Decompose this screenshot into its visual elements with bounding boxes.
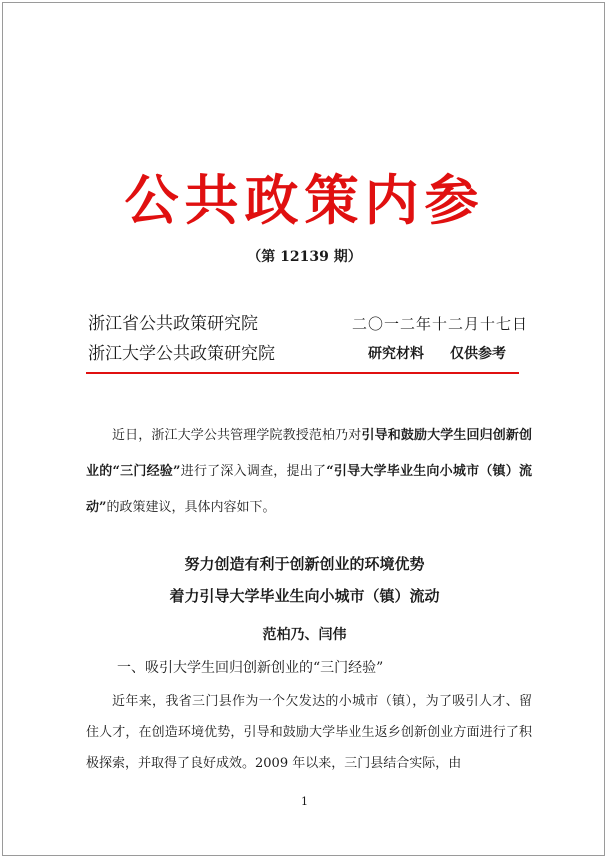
org-name-university: 浙江大学公共政策研究院 [88, 344, 275, 364]
article-authors: 范柏乃、闫伟 [262, 627, 347, 643]
intro-text-3: 的政策建议，具体内容如下。 [106, 500, 276, 515]
intro-paragraph [86, 418, 532, 526]
section-heading-1: 一、吸引大学生回归创新创业的“三门经验” [117, 660, 384, 676]
header-divider [86, 372, 519, 374]
article-title-line-2: 着力引导大学毕业生向小城市（镇）流动 [169, 587, 440, 605]
intro-bold-2: “引导大学毕业生向小城市（镇）流动” [86, 464, 532, 515]
usage-note [368, 342, 506, 366]
usage-note-reference: 仅供参考 [450, 346, 506, 362]
intro-text-1: 近日，浙江大学公共管理学院教授范柏乃对 [112, 428, 362, 443]
page-number: 1 [301, 795, 308, 808]
intro-bold-1: 引导和鼓励大学生回归创新创业的“三门经验” [86, 428, 532, 479]
body-paragraph-1: 近年来，我省三门县作为一个欠发达的小城市（镇），为了吸引人才、留住人才，在创造环境优势，引导和鼓励大学毕业生返乡创新创业方面进行了积极探索，并取得了良好成效。2009 年以来，三门县结合实际，由 [86, 694, 532, 771]
issue-number: （第 12139 期） [247, 249, 362, 265]
article-title [0, 548, 609, 612]
org-name-provincial: 浙江省公共政策研究院 [88, 314, 258, 334]
article-title-line-1: 努力创造有利于创新创业的环境优势 [184, 555, 425, 573]
usage-note-research: 研究材料 [368, 346, 424, 362]
masthead-title: 公共政策内参 [124, 168, 485, 232]
intro-text-2: 进行了深入调查，提出了 [180, 464, 327, 479]
publish-date: 二〇一二年十二月十七日 [352, 315, 529, 333]
